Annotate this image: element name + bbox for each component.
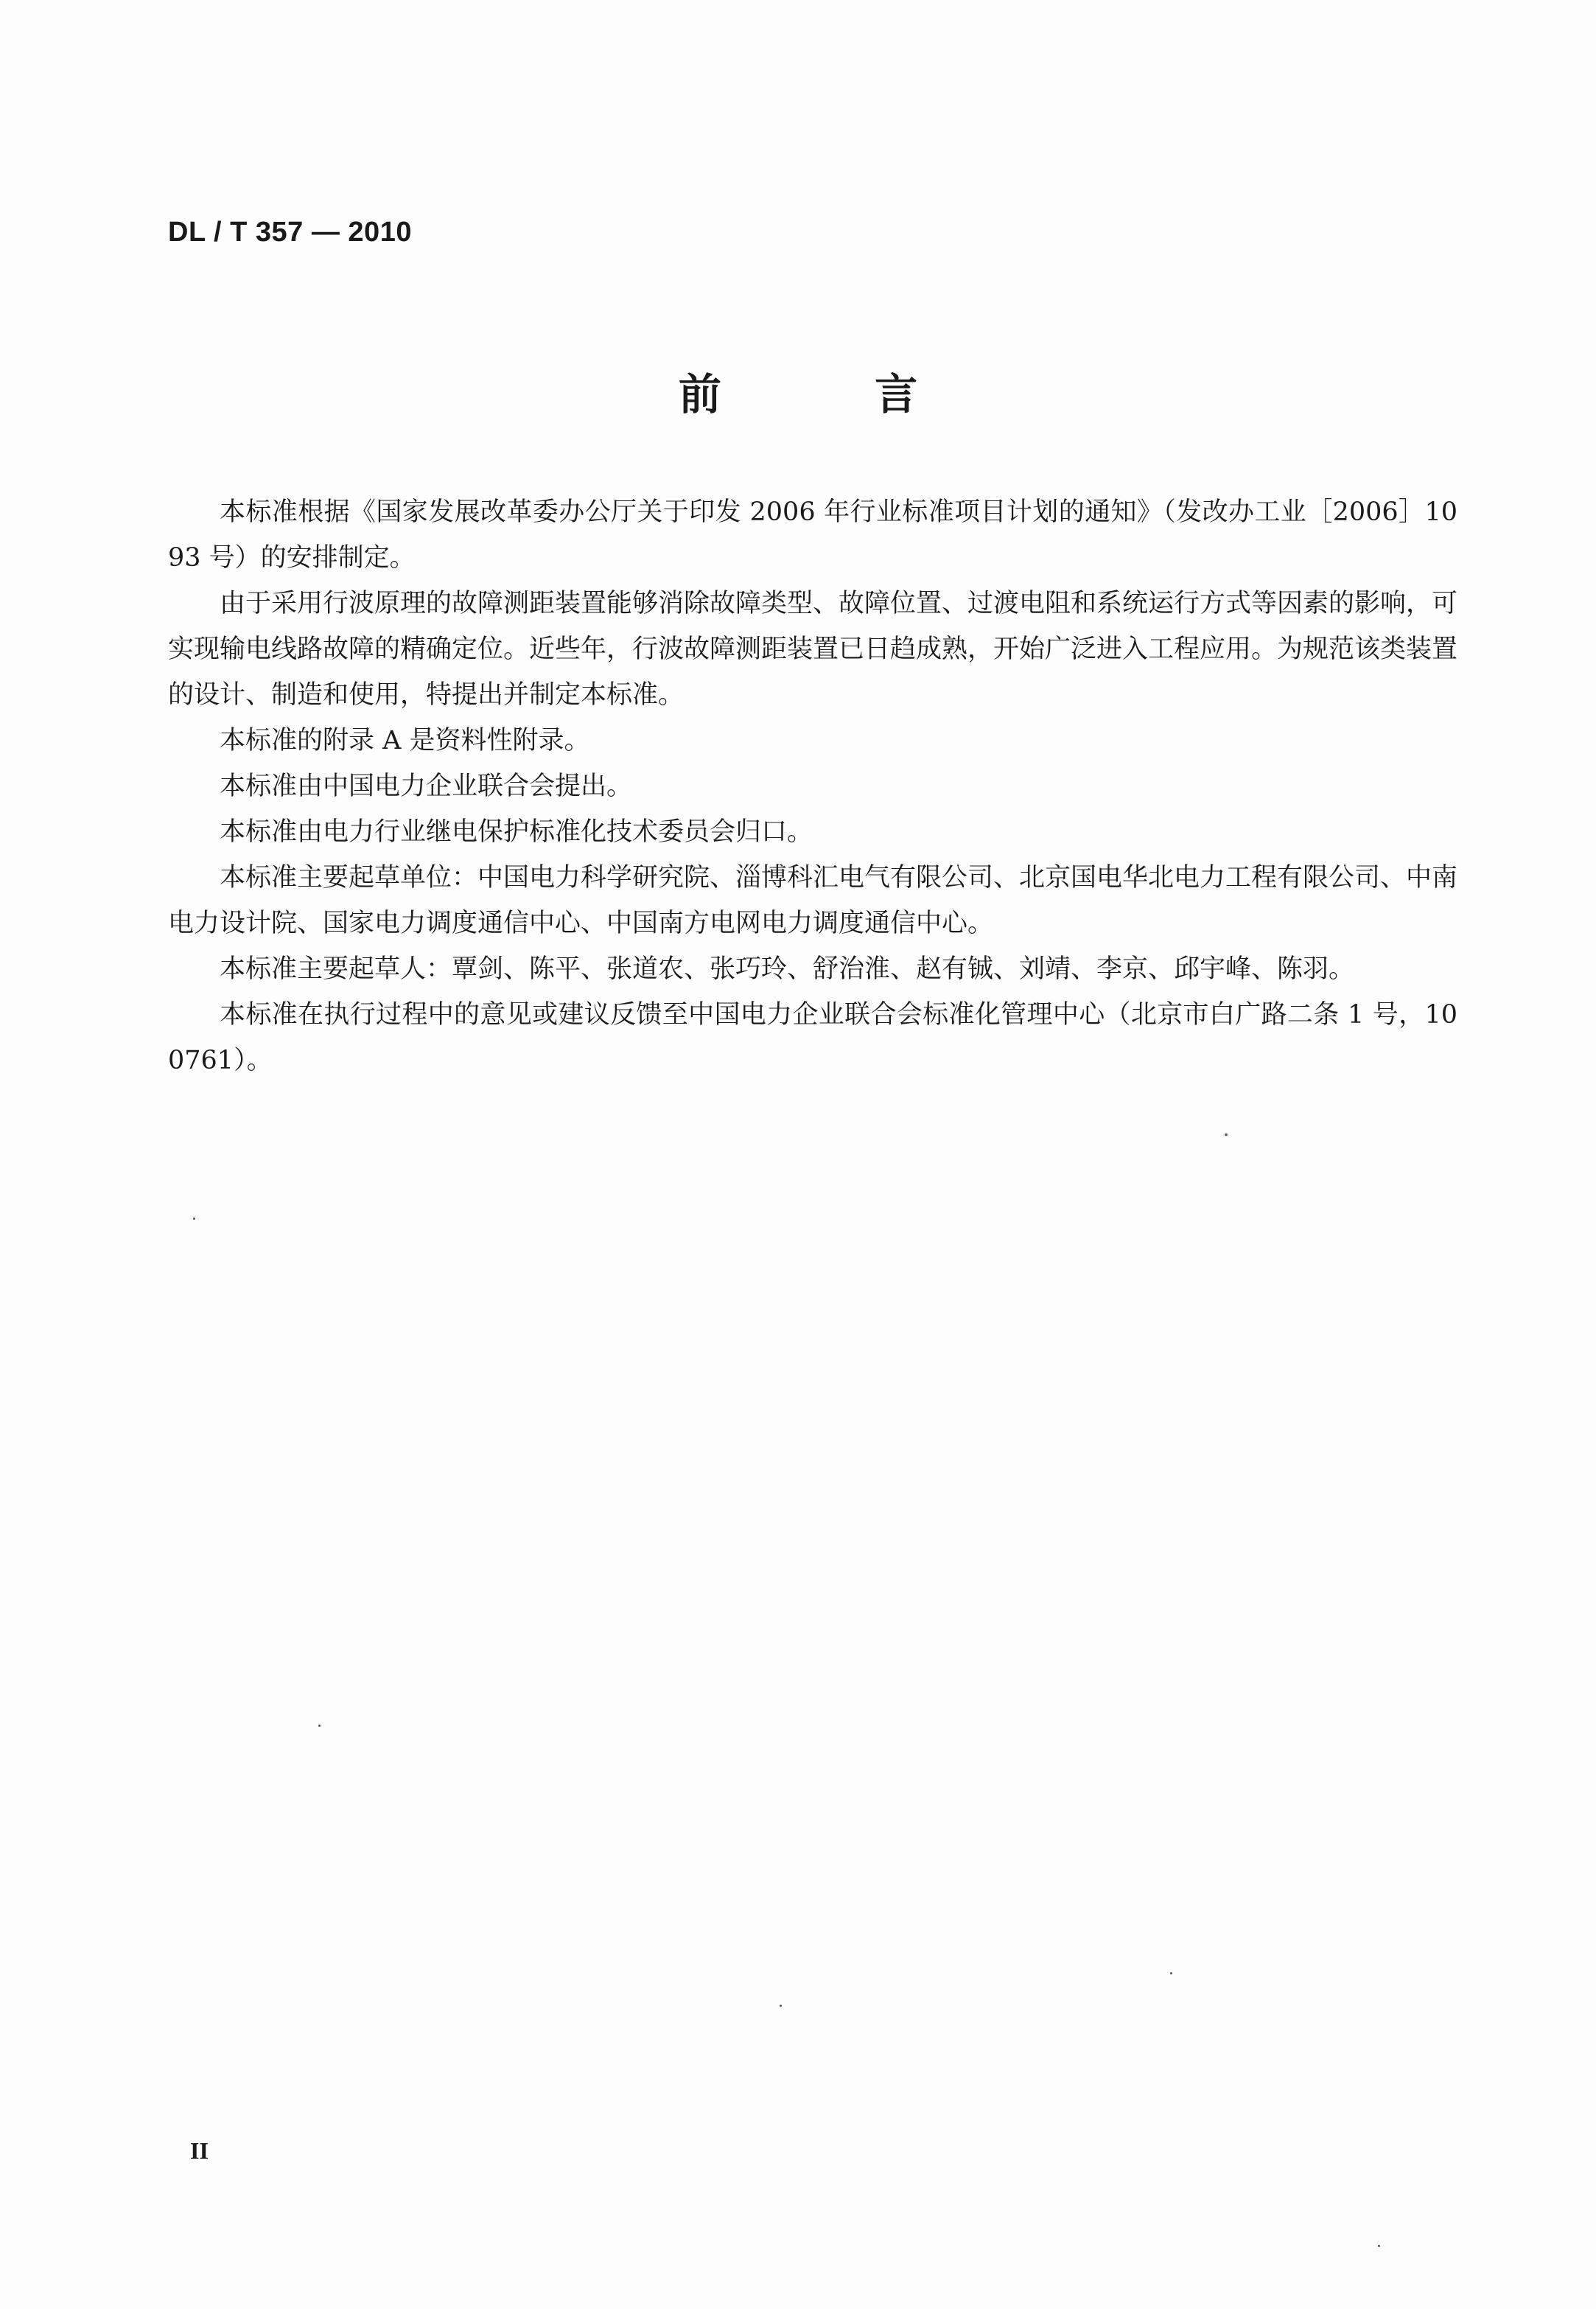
paragraph-background: 由于采用行波原理的故障测距装置能够消除故障类型、故障位置、过渡电阻和系统运行方式等因素的影响，可实现输电线路故障的精确定位。近些年，行波故障测距装置已日趋成熟，开始广泛进入工程应用。为规范该类装置的设计、制造和使用，特提出并制定本标准。 <box>168 589 1458 710</box>
scan-speck <box>1378 2245 1380 2247</box>
paragraph-drafters: 本标准主要起草人：覃剑、陈平、张道农、张巧玲、舒治淮、赵有铖、刘靖、李京、邱宇峰、陈羽。 <box>220 954 1355 984</box>
scan-speck <box>193 1218 195 1220</box>
scan-speck <box>318 1725 321 1727</box>
document-code: DL / T 357 — 2010 <box>168 217 412 248</box>
paragraph-basis: 本标准根据《国家发展改革委办公厅关于印发 2006 年行业标准项目计划的通知》（发改办工业［2006］1093 号）的安排制定。 <box>168 497 1457 573</box>
paragraph-proposer: 本标准由中国电力企业联合会提出。 <box>220 772 633 801</box>
scan-speck <box>1225 1133 1228 1136</box>
scan-speck <box>780 2005 782 2007</box>
scan-speck <box>1170 1972 1172 1974</box>
paragraph-feedback: 本标准在执行过程中的意见或建议反馈至中国电力企业联合会标准化管理中心（北京市白广路二条 1 号，100761）。 <box>168 1000 1457 1075</box>
paragraph-drafting-units: 本标准主要起草单位：中国电力科学研究院、淄博科汇电气有限公司、北京国电华北电力工程有限公司、中南电力设计院、国家电力调度通信中心、中国南方电网电力调度通信中心。 <box>168 863 1458 938</box>
foreword-body <box>168 489 1457 1083</box>
paragraph-appendix: 本标准的附录 A 是资料性附录。 <box>220 726 590 755</box>
paragraph-committee: 本标准由电力行业继电保护标准化技术委员会归口。 <box>220 817 813 847</box>
section-title: 前 言 <box>678 369 987 419</box>
page-number: II <box>190 2137 209 2164</box>
